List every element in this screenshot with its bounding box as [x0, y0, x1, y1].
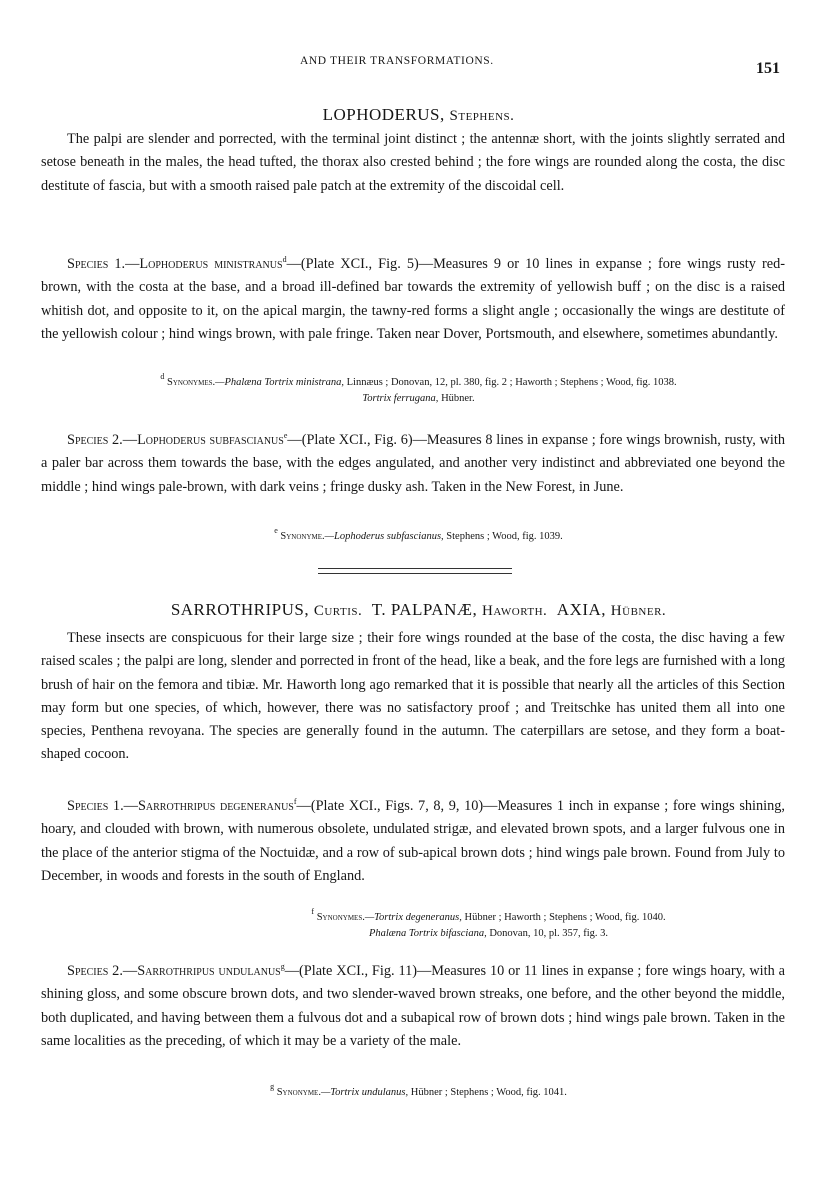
species-name: —Lophoderus subfascianus — [122, 432, 284, 448]
running-head: AND THEIR TRANSFORMATIONS. — [300, 55, 494, 67]
species-description: —(Plate XCI., Fig. 6)—Measures 8 lines in expanse ; fore wings brownish, rusty, with a paler bar across them towards the base, with the edges angulated, and another very indistinct and abbreviated one beyond the middle ; hind wings pale-brown, with dark veins ; fringe dusky ash. Taken in the New Forest, in June. — [41, 432, 786, 495]
footnote-ref: e — [283, 431, 288, 440]
genus-author: Haworth. — [481, 603, 548, 619]
note-text: Hübner ; Stephens ; Wood, fig. 1041. — [408, 1087, 567, 1098]
synonym-note — [70, 907, 837, 942]
genus-description — [41, 627, 785, 767]
genus-heading-sarrothripus — [0, 600, 837, 620]
species-description: —(Plate XCI., Fig. 5)—Measures 9 or 10 lines in expanse ; fore wings rusty red-brown, with the costa at the base, and a broad ill-defined bar towards the extremity of yellowish buff ; on the disc is a raised whitish dot, and opposite to it, on the apical margin, the tawny-red forms a slight angle ; occasionally the wings are destitute of the yellowish colour ; hind wings brown, with pale fringe. Taken near Dover, Portsmouth, and elsewhere, sometimes abundantly. — [41, 256, 785, 342]
note-label: Synonyme. — [276, 1087, 321, 1098]
genus-synonym: AXIA, — [556, 600, 607, 619]
species-name: —Sarrothripus undulanus — [122, 963, 281, 979]
footnote-ref: g — [280, 962, 285, 971]
note-text: Hübner. — [438, 393, 475, 404]
page-number: 151 — [756, 60, 780, 77]
note-label: Synonyme. — [280, 531, 325, 542]
note-text: Hübner ; Haworth ; Stephens ; Wood, fig. 1040. — [461, 912, 666, 923]
species-entry — [41, 960, 785, 1053]
note-text: Donovan, 10, pl. 357, fig. 3. — [486, 928, 609, 939]
note-italic: —Tortrix undulanus, — [320, 1087, 409, 1098]
note-italic: —Tortrix degeneranus, — [364, 912, 462, 923]
footnote-mark: e — [274, 526, 278, 535]
species-label: Species 2. — [67, 432, 123, 448]
note-text: Linnæus ; Donovan, 12, pl. 380, fig. 2 ; Haworth ; Stephens ; Wood, fig. 1038. — [344, 377, 677, 388]
note-italic: Phalæna Tortrix bifasciana, — [368, 928, 487, 939]
genus-heading-lophoderus — [0, 105, 837, 125]
species-entry — [41, 253, 785, 346]
genus-name: SARROTHRIPUS, — [170, 600, 310, 619]
genus-author: Hübner. — [610, 603, 667, 619]
note-italic: Tortrix ferrugana, — [362, 393, 439, 404]
species-entry — [41, 429, 785, 499]
footnote-mark: d — [160, 372, 165, 381]
genus-description-text: The palpi are slender and porrected, with the terminal joint distinct ; the antennæ short, with the joints slightly serrated and setose beneath in the males, the head tufted, the thorax also crested behind ; the fore wings are rounded along the costa, the disc destitute of fascia, but with a smooth raised pale patch at the extremity of the discoidal cell. — [41, 131, 785, 194]
synonym-note — [0, 1082, 837, 1101]
note-label: Synonymes. — [316, 912, 365, 923]
species-label: Species 2. — [67, 963, 123, 979]
synonym-note — [0, 372, 837, 407]
note-italic: —Phalæna Tortrix ministrana, — [215, 377, 344, 388]
section-divider — [318, 568, 512, 574]
genus-author: Curtis. — [313, 603, 363, 619]
species-description: —(Plate XCI., Fig. 11)—Measures 10 or 11 lines in expanse ; fore wings hoary, with a shining gloss, and some obscure brown dots, and two slender-waved brown streaks, one before, and the other beyond the middle, both duplicated, and having between them a fulvous dot and a subapical row of brown dots ; hind wings pale brown. Taken in the same localities as the preceding, of which it may be a variety of the male. — [41, 963, 785, 1049]
genus-author: Stephens. — [449, 108, 515, 124]
species-description: —(Plate XCI., Figs. 7, 8, 9, 10)—Measures 1 inch in expanse ; fore wings shining, hoary, and clouded with brown, with numerous obsolete, undulated strigæ, and elevated brown spots, and a larger fulvous one in the place of the anterior stigma of the Noctuidæ, and a row of sub-apical brown dots ; hind wings pale brown. Found from July to December, in woods and forests in the south of England. — [41, 798, 785, 884]
genus-name: LOPHODERUS, — [322, 105, 445, 124]
species-name: —Sarrothripus degeneranus — [123, 798, 294, 814]
note-italic: —Lophoderus subfascianus, — [324, 531, 444, 542]
genus-description-text: These insects are conspicuous for their large size ; their fore wings rounded at the base of the costa, the disc having a few raised scales ; the palpi are long, slender and porrected in front of the head, like a beak, and the fore legs are furnished with a long brush of hair on the femora and tibiæ. Mr. Haworth long ago remarked that it is possible that nearly all the articles of this Section may form but one species, of which, however, there was no satisfactory proof ; and Treitschke has united them all into one species, Penthena revoyana. The species are generally found in the autumn. The caterpillars are setose, and they form a boat-shaped cocoon. — [41, 630, 785, 763]
footnote-mark: f — [311, 907, 315, 916]
genus-synonym: T. PALPANÆ, — [371, 600, 478, 619]
species-label: Species 1. — [67, 256, 126, 272]
footnote-mark: g — [270, 1082, 275, 1091]
synonym-note — [0, 526, 837, 545]
genus-description — [41, 128, 785, 198]
species-name: —Lophoderus ministranus — [125, 256, 283, 272]
note-label: Synonymes. — [167, 377, 216, 388]
note-text: Stephens ; Wood, fig. 1039. — [443, 531, 563, 542]
species-label: Species 1. — [67, 798, 124, 814]
species-entry — [41, 795, 785, 888]
footnote-ref: f — [293, 797, 297, 806]
footnote-ref: d — [282, 255, 287, 264]
